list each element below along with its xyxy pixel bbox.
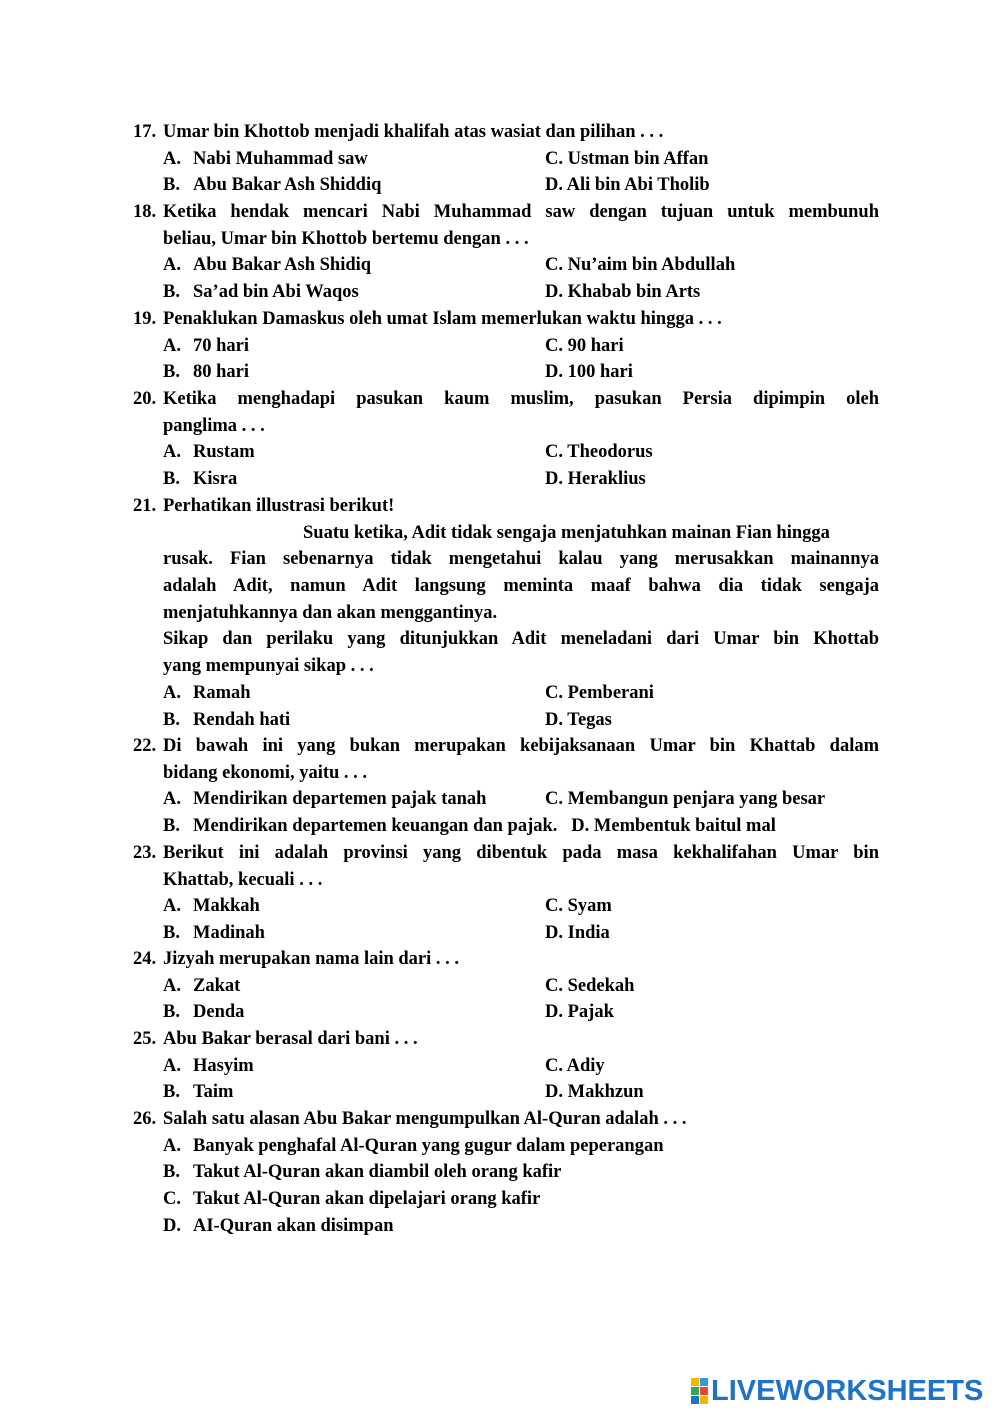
logo-grid-icon (691, 1378, 708, 1404)
illustration-line: rusak. Fian sebenarnya tidak mengetahui kalau yang merusakkan mainannya (163, 549, 879, 570)
option-b[interactable]: B. Denda (163, 1002, 245, 1023)
option-d[interactable]: D. Heraklius (545, 469, 646, 490)
option-c[interactable]: C. Sedekah (545, 975, 635, 996)
option-d[interactable]: D. Ali bin Abi Tholib (545, 175, 710, 196)
question-25 (133, 1026, 879, 1106)
question-number: 23. (133, 843, 157, 863)
question-prompt: Sikap dan perilaku yang ditunjukkan Adit meneladani dari Umar bin Khottab (163, 629, 879, 650)
option-d[interactable]: D. Membentuk baitul mal (571, 816, 776, 837)
option-d[interactable]: D. Tegas (545, 709, 612, 730)
option-row (133, 920, 879, 947)
option-d[interactable]: D. India (545, 923, 610, 944)
option-d[interactable]: D. Khabab bin Arts (545, 282, 701, 303)
option-d[interactable]: D. Pajak (545, 1002, 614, 1023)
question-24 (133, 946, 879, 1026)
option-d[interactable]: D. Makhzun (545, 1082, 644, 1103)
option-d[interactable]: D. 100 hari (545, 362, 633, 383)
option-row (133, 333, 879, 360)
option-row (133, 1053, 879, 1080)
illustration-box (133, 520, 879, 627)
option-a[interactable]: A. Banyak penghafal Al-Quran yang gugur dalam peperangan (163, 1135, 664, 1156)
option-a[interactable]: A. Nabi Muhammad saw (163, 148, 368, 169)
question-number: 17. (133, 122, 157, 142)
illustration-line: Suatu ketika, Adit tidak sengaja menjatuhkan mainan Fian hingga (303, 522, 830, 543)
question-18 (133, 199, 879, 306)
question-22 (133, 733, 879, 840)
question-number: 19. (133, 309, 157, 329)
option-b[interactable]: B. Sa’ad bin Abi Waqos (163, 282, 359, 303)
option-b[interactable]: B. Rendah hati (163, 709, 291, 730)
option-row (133, 439, 879, 466)
option-b[interactable]: B. Takut Al-Quran akan diambil oleh orang kafir (163, 1162, 562, 1183)
option-a[interactable]: A. Ramah (163, 682, 251, 703)
illustration-line: adalah Adit, namun Adit langsung meminta maaf bahwa dia tidak sengaja (163, 576, 879, 597)
option-row (133, 813, 879, 840)
question-prompt: yang mempunyai sikap . . . (163, 656, 374, 677)
liveworksheets-logo[interactable] (691, 1376, 983, 1406)
question-number: 21. (133, 496, 157, 516)
option-c[interactable]: C. Pemberani (545, 682, 654, 703)
option-row (133, 1079, 879, 1106)
option-row (133, 893, 879, 920)
option-b[interactable]: B. 80 hari (163, 362, 250, 383)
option-row (133, 680, 879, 707)
question-text: Jizyah merupakan nama lain dari . . . (163, 949, 460, 969)
option-c[interactable]: C. Nu’aim bin Abdullah (545, 255, 736, 276)
option-row (133, 172, 879, 199)
option-a[interactable]: A. Abu Bakar Ash Shidiq (163, 255, 372, 276)
question-text: beliau, Umar bin Khottob bertemu dengan . . . (163, 228, 529, 249)
option-row (133, 973, 879, 1000)
option-a[interactable]: A. Makkah (163, 896, 260, 917)
option-b[interactable]: B. Madinah (163, 923, 265, 944)
question-21 (133, 493, 879, 733)
option-row (133, 786, 879, 813)
option-b[interactable]: B. Abu Bakar Ash Shiddiq (163, 175, 382, 196)
question-number: 26. (133, 1109, 157, 1129)
question-text: Berikut ini adalah provinsi yang dibentuk pada masa kekhalifahan Umar bin (163, 843, 879, 863)
option-c[interactable]: C. Takut Al-Quran akan dipelajari orang kafir (163, 1189, 541, 1210)
option-a[interactable]: A. Mendirikan departemen pajak tanah (163, 789, 487, 810)
question-text: bidang ekonomi, yaitu . . . (163, 762, 368, 783)
option-a[interactable]: A. 70 hari (163, 335, 250, 356)
option-row (133, 999, 879, 1026)
option-c[interactable]: C. 90 hari (545, 335, 624, 356)
option-row (133, 252, 879, 279)
question-text: Penaklukan Damaskus oleh umat Islam memerlukan waktu hingga . . . (163, 309, 722, 329)
question-text: Abu Bakar berasal dari bani . . . (163, 1029, 418, 1049)
option-a[interactable]: A. Zakat (163, 975, 241, 996)
question-23 (133, 840, 879, 947)
option-b[interactable]: B. Taim (163, 1082, 234, 1103)
option-row (133, 359, 879, 386)
option-row (133, 279, 879, 306)
question-text: Khattab, kecuali . . . (163, 869, 323, 890)
option-d[interactable]: D. AI-Quran akan disimpan (163, 1215, 394, 1236)
option-a[interactable]: A. Hasyim (163, 1055, 254, 1076)
option-row (133, 466, 879, 493)
question-text: Ketika hendak mencari Nabi Muhammad saw dengan tujuan untuk membunuh (163, 202, 879, 222)
illustration-line: menjatuhkannya dan akan menggantinya. (163, 602, 498, 623)
option-c[interactable]: C. Theodorus (545, 442, 653, 463)
question-19 (133, 306, 879, 386)
question-number: 18. (133, 202, 157, 222)
logo-text: LIVEWORKSHEETS (711, 1374, 984, 1407)
option-c[interactable]: C. Adiy (545, 1055, 605, 1076)
question-text: Ketika menghadapi pasukan kaum muslim, pasukan Persia dipimpin oleh (163, 389, 879, 409)
question-text: Perhatikan illustrasi berikut! (163, 496, 395, 516)
question-number: 22. (133, 736, 157, 756)
question-20 (133, 386, 879, 493)
question-text: Di bawah ini yang bukan merupakan kebijaksanaan Umar bin Khattab dalam (163, 736, 879, 756)
option-c[interactable]: C. Ustman bin Affan (545, 148, 709, 169)
question-17 (133, 119, 879, 199)
option-c[interactable]: C. Syam (545, 896, 612, 917)
option-row (133, 707, 879, 734)
question-number: 25. (133, 1029, 157, 1049)
question-26 (133, 1106, 879, 1239)
question-text: Salah satu alasan Abu Bakar mengumpulkan Al-Quran adalah . . . (163, 1109, 687, 1129)
option-c[interactable]: C. Membangun penjara yang besar (545, 789, 826, 810)
option-b[interactable]: B. Kisra (163, 469, 238, 490)
question-number: 24. (133, 949, 157, 969)
question-number: 20. (133, 389, 157, 409)
question-text: panglima . . . (163, 415, 265, 436)
option-a[interactable]: A. Rustam (163, 442, 255, 463)
question-text: Umar bin Khottob menjadi khalifah atas wasiat dan pilihan . . . (163, 122, 664, 142)
option-row (133, 146, 879, 173)
option-b[interactable]: B. Mendirikan departemen keuangan dan pajak. (163, 816, 558, 837)
